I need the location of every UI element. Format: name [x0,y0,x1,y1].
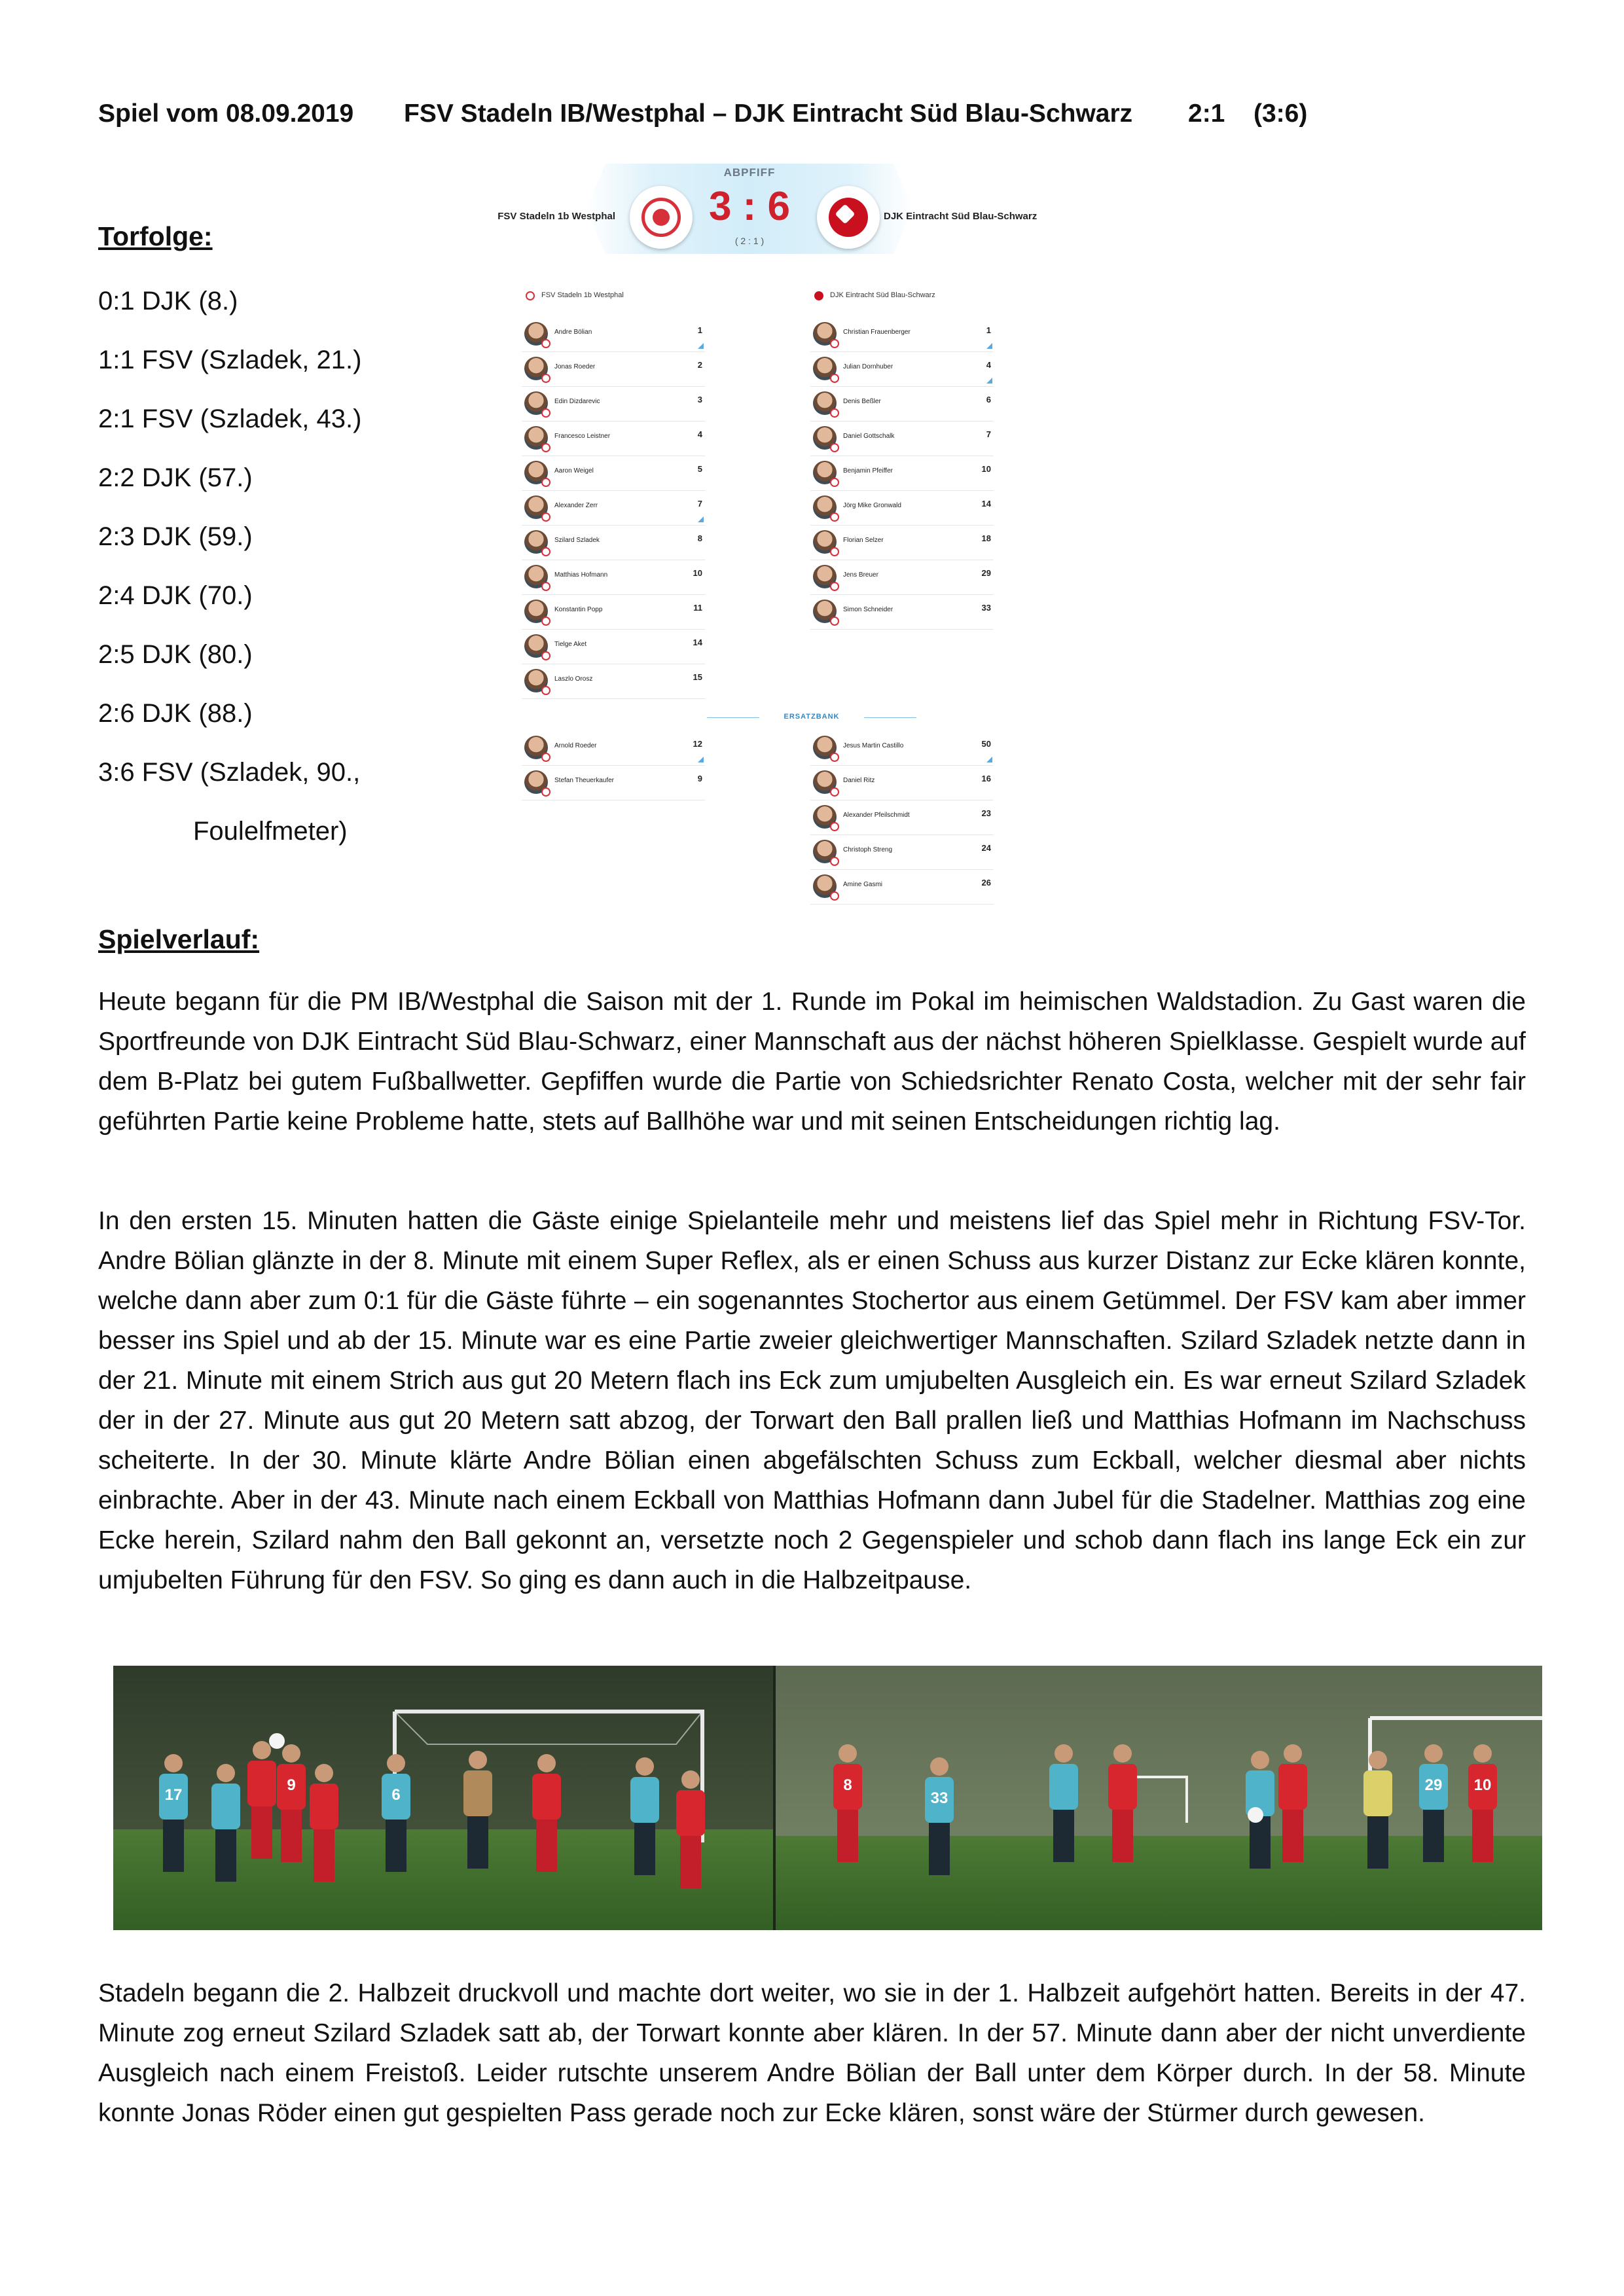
player-row [810,422,994,456]
match-result-secondary: (3:6) [1254,99,1308,128]
report-title: Spielverlauf: [98,924,260,954]
substitution-icon [986,378,992,384]
player-name: Christoph Streng [843,846,893,853]
goal-item: 2:2 DJK (57.) [98,463,253,492]
ball-icon [269,1733,285,1749]
away-starters [810,317,994,630]
player-number: 1 [697,325,702,335]
home-club-logo-icon [630,186,693,249]
bench-divider [694,711,929,725]
goal-item: 2:1 FSV (Szladek, 43.) [98,404,362,433]
player-avatar [524,495,548,519]
home-bench-list [522,731,705,800]
player-name: Jörg Mike Gronwald [843,502,901,509]
player-row [810,595,994,630]
player-row [522,664,705,699]
player-row [522,766,705,800]
player-avatar [524,565,548,588]
player-row [522,491,705,526]
player-row [810,317,994,352]
substitution-icon [986,757,992,762]
goal-item: 3:6 FSV (Szladek, 90., [98,758,361,787]
player-row [810,560,994,595]
player-number: 16 [981,774,991,783]
player-name: Laszlo Orosz [554,675,593,683]
bench-label: ERSATZBANK [784,713,840,721]
player-name: Konstantin Popp [554,606,603,613]
player-number: 24 [981,843,991,853]
scoreboard-home-team: FSV Stadeln 1b Westphal [497,211,615,222]
player-avatar [813,495,837,519]
player-avatar [813,391,837,415]
home-starters [522,317,705,699]
player-avatar [524,322,548,346]
shirt-number: 17 [164,1786,183,1804]
player-row [810,526,994,560]
player-row [522,422,705,456]
away-mini-logo-icon [814,291,823,300]
home-lineup [522,285,705,699]
player-number: 10 [693,568,702,578]
away-club-logo-icon [817,186,880,249]
player-name: Christian Frauenberger [843,329,911,336]
player-name: Alexander Zerr [554,502,598,509]
photo-1-pitch [113,1829,774,1930]
scoreboard [484,164,1074,255]
match-photos [113,1666,1542,1930]
player-name: Jesus Martin Castillo [843,742,904,749]
player-avatar [524,669,548,692]
player-row [522,317,705,352]
player-number: 12 [693,739,702,749]
player-number: 3 [697,395,702,404]
player-number: 14 [693,637,702,647]
home-bench [522,731,705,800]
player-avatar [524,634,548,658]
player-name: Benjamin Pfeiffer [843,467,893,475]
report-paragraph-2: In den ersten 15. Minuten hatten die Gäste einige Spielanteile mehr und meistens lief das Spiel mehr in Richtung FSV-Tor. Andre Bölian glänzte in der 8. Minute mit einem Super Reflex, als er einen Schuss aus kurzer Distanz zur Ecke klären konnte, welche dann aber zum 0:1 für die Gäste führte – ein sogenanntes Stochertor aus einem Getümmel. Der FSV kam aber immer besser ins Spiel und ab der 15. Minute war es eine Partie zweier gleichwertiger Mannschaften. Szilard Szladek netzte dann in der 21. Minute mit einem Strich aus gut 20 Metern flach ins Eck zum umjubelten Ausgleich ein. Es war erneut Szilard Szladek der in der 27. Minute aus gut 20 Metern satt abzog, der Torwart den Ball prallen ließ und Matthias Hofmann im Nachschuss scheiterte. In der 30. Minute klärte Andre Bölian einen abgefälschten Schuss zum Eckball, welcher diesmal aber nichts einbrachte. Aber in der 43. Minute nach einem Eckball von Matthias Hofmann dann Jubel für die Stadelner. Matthias zog eine Ecke herein, Szilard nahm den Ball gekonnt an, versetzte noch 2 Gegenspieler und schob dann flach ins lange Eck ein zur umjubelten Führung für den FSV. So ging es dann auch in die Halbzeitpause. [98,1207,1526,1594]
player-row [522,387,705,422]
player-number: 15 [693,672,702,682]
player-avatar [813,736,837,759]
match-date: Spiel vom 08.09.2019 [98,99,354,128]
player-row [522,456,705,491]
player-number: 23 [981,808,991,818]
player-row [810,766,994,800]
away-lineup [810,285,994,630]
player-number: 4 [697,429,702,439]
goal-item: 2:3 DJK (59.) [98,522,253,551]
player-avatar [813,874,837,898]
player-name: Arnold Roeder [554,742,597,749]
shirt-number: 10 [1473,1776,1492,1794]
player-number: 10 [981,464,991,474]
player-number: 11 [693,603,702,613]
player-number: 5 [697,464,702,474]
player-number: 2 [697,360,702,370]
goal-item-continuation: Foulelfmeter) [193,817,348,846]
player-row [522,731,705,766]
substitution-icon [698,516,704,522]
shirt-number: 8 [843,1776,852,1794]
player-name: Matthias Hofmann [554,571,608,579]
goal-item: 1:1 FSV (Szladek, 21.) [98,346,362,374]
player-name: Florian Selzer [843,537,884,544]
away-lineup-header [810,285,994,317]
goal-list [98,285,439,874]
shirt-number: 33 [930,1789,948,1807]
player-number: 14 [981,499,991,509]
player-avatar [813,600,837,623]
player-row [522,526,705,560]
player-row [810,456,994,491]
report-paragraph-1: Heute begann für die PM IB/Westphal die Saison mit der 1. Runde im Pokal im heimischen Waldstadion. Zu Gast waren die Sportfreunde von DJK Eintracht Süd Blau-Schwarz, einer Mannschaft aus der nächst höheren Spielklasse. Gespielt wurde auf dem B-Platz bei gutem Fußballwetter. Gepfiffen wurde die Partie von Schiedsrichter Renato Costa, welcher mit der sehr fair geführten Partie keine Probleme hatte, stets auf Ballhöhe war und mit seinen Entscheidungen richtig lag. [98,988,1526,1136]
home-lineup-team: FSV Stadeln 1b Westphal [541,291,624,299]
player-name: Denis Beßler [843,398,881,405]
photo-divider [773,1666,776,1930]
player-row [522,630,705,664]
player-name: Daniel Ritz [843,777,875,784]
player-name: Daniel Gottschalk [843,433,895,440]
away-lineup-team: DJK Eintracht Süd Blau-Schwarz [830,291,935,299]
report-paragraph-3: Stadeln begann die 2. Halbzeit druckvoll und machte dort weiter, wo sie in der 1. Halbzeit aufgehört hatten. Bereits in der 47. Minute zog erneut Szilard Szladek satt ab, der Torwart konnte aber klären. In der 57. Minute dann aber der nicht unverdiente Ausgleich nach einem Freistoß. Leider rutschte unserem Andre Bölian der Ball unter dem Körper durch. In der 58. Minute konnte Jonas Röder einen gut gespielten Pass gerade noch zur Ecke klären, sonst wäre der Stürmer durch gewesen. [98,1979,1526,2127]
shirt-number: 6 [391,1786,401,1804]
substitution-icon [698,343,704,349]
player-row [810,800,994,835]
scoreboard-status: ABPFIFF [723,166,776,179]
player-row [522,352,705,387]
player-number: 4 [986,360,991,370]
player-number: 1 [986,325,991,335]
player-number: 8 [697,533,702,543]
goal-item: 2:5 DJK (80.) [98,640,253,669]
player-row [522,595,705,630]
player-avatar [813,322,837,346]
player-number: 33 [981,603,991,613]
goal-item: 0:1 DJK (8.) [98,287,238,315]
player-name: Aaron Weigel [554,467,594,475]
player-number: 26 [981,878,991,888]
ball-icon [1248,1807,1263,1823]
match-photos-image [113,1666,1542,1930]
player-name: Alexander Pfeilschmidt [843,812,910,819]
player-row [810,870,994,905]
player-name: Simon Schneider [843,606,893,613]
shirt-number: 29 [1424,1776,1443,1794]
player-name: Jonas Roeder [554,363,596,370]
player-name: Julian Dornhuber [843,363,893,370]
player-row [810,352,994,387]
player-row [810,387,994,422]
player-avatar [813,565,837,588]
home-mini-logo-icon [526,291,535,300]
player-number: 6 [986,395,991,404]
player-avatar [813,357,837,380]
player-avatar [813,426,837,450]
player-number: 9 [697,774,702,783]
player-row [810,731,994,766]
away-bench-list [810,731,994,905]
player-name: Francesco Leistner [554,433,611,440]
player-name: Szilard Szladek [554,537,600,544]
match-result: 2:1 [1188,99,1225,128]
player-avatar [524,736,548,759]
goal-item: 2:6 DJK (88.) [98,699,253,728]
player-number: 50 [981,739,991,749]
shirt-number: 9 [287,1776,296,1794]
player-name: Stefan Theuerkaufer [554,777,614,784]
player-row [810,835,994,870]
player-name: Edin Dizdarevic [554,398,600,405]
player-avatar [813,770,837,794]
player-avatar [524,600,548,623]
player-name: Amine Gasmi [843,881,883,888]
substitution-icon [986,343,992,349]
player-number: 29 [981,568,991,578]
match-header [98,99,1538,136]
player-number: 7 [697,499,702,509]
player-avatar [524,461,548,484]
substitution-icon [698,757,704,762]
goals-title: Torfolge: [98,221,213,251]
scoreboard-halftime: ( 2 : 1 ) [734,236,765,246]
player-name: Tielge Aket [554,641,587,648]
player-number: 7 [986,429,991,439]
player-number: 18 [981,533,991,543]
scoreboard-score: 3 : 6 [708,184,791,229]
goal-item: 2:4 DJK (70.) [98,581,253,610]
scoreboard-away-team: DJK Eintracht Süd Blau-Schwarz [884,211,1038,222]
player-avatar [524,391,548,415]
player-avatar [813,461,837,484]
player-avatar [524,770,548,794]
player-avatar [524,426,548,450]
player-name: Andre Bölian [554,329,592,336]
player-avatar [524,357,548,380]
player-name: Jens Breuer [843,571,878,579]
player-avatar [813,805,837,829]
player-row [810,491,994,526]
match-title: FSV Stadeln IB/Westphal – DJK Eintracht Süd Blau-Schwarz [404,99,1133,128]
player-row [522,560,705,595]
away-bench [810,731,994,905]
home-lineup-header [522,285,705,317]
player-avatar [813,840,837,863]
player-avatar [813,530,837,554]
player-avatar [524,530,548,554]
